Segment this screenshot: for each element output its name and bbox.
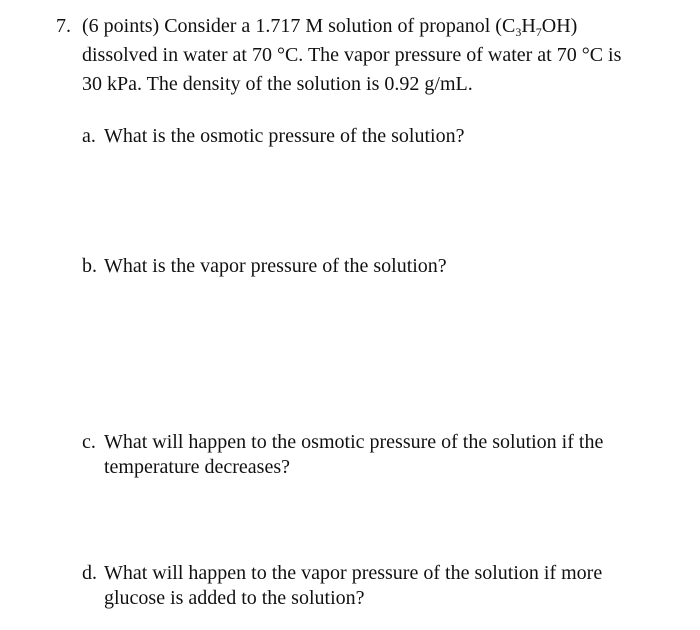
part-b-letter: b. — [82, 255, 97, 277]
question-line-1 — [56, 12, 676, 41]
part-d-letter: d. — [82, 562, 97, 584]
formula-end: OH) — [541, 15, 578, 37]
part-a-text: What is the osmotic pressure of the solution? — [104, 125, 465, 147]
part-d-line-1 — [82, 561, 642, 586]
part-d-text-line-1: What will happen to the vapor pressure of the solution if more — [104, 562, 603, 584]
question-line-2: dissolved in water at 70 °C. The vapor pressure of water at 70 °C is — [82, 44, 622, 66]
question-line-3: 30 kPa. The density of the solution is 0.92 g/mL. — [82, 73, 473, 95]
part-c-line-1 — [82, 430, 642, 455]
part-b-text: What is the vapor pressure of the solution? — [104, 255, 447, 277]
part-a-line — [82, 124, 642, 149]
part-a-letter: a. — [82, 125, 96, 147]
part-c-text-line-2: temperature decreases? — [104, 456, 290, 478]
part-c — [82, 430, 642, 480]
part-d-text-line-2: glucose is added to the solution? — [104, 587, 365, 609]
question-points: (6 points) — [82, 15, 160, 37]
part-d — [82, 561, 642, 611]
part-b-line — [82, 254, 642, 279]
question-intro: Consider a 1.717 M solution of propanol (C — [164, 15, 516, 37]
part-b — [82, 254, 642, 279]
part-c-letter: c. — [82, 431, 96, 453]
part-a — [82, 124, 642, 149]
formula-hydrogen: H — [521, 15, 536, 37]
question-7 — [56, 12, 676, 99]
formula-subscript-carbon: 3 — [515, 25, 522, 39]
formula-subscript-hydrogen: 7 — [535, 25, 542, 39]
part-c-text-line-1: What will happen to the osmotic pressure of the solution if the — [104, 431, 604, 453]
question-number: 7. — [56, 15, 71, 37]
